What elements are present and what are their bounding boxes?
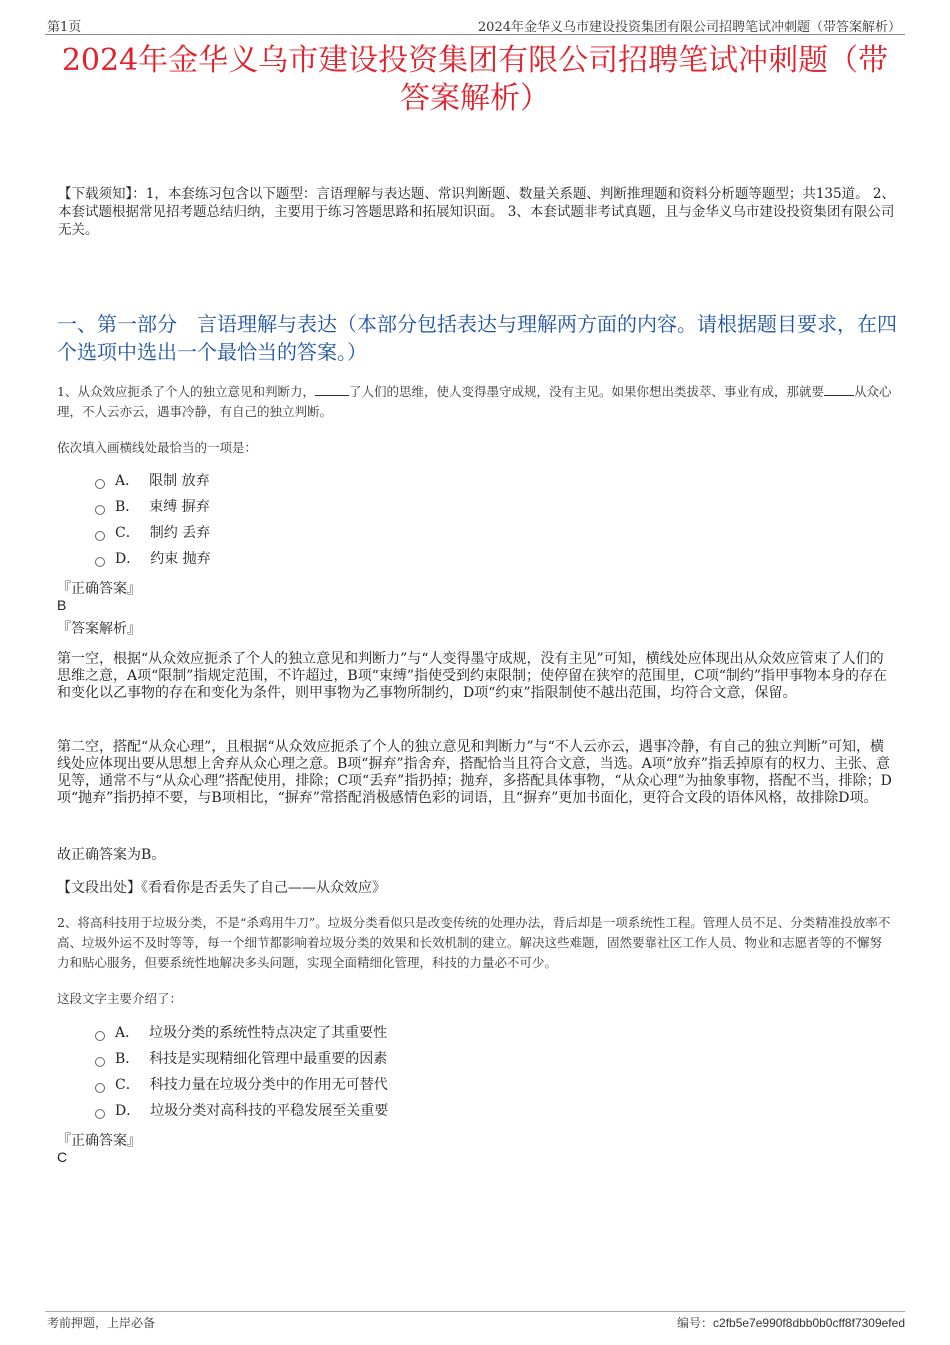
q1-option-d[interactable] <box>95 546 211 572</box>
q1-stem-part-c: 从众心理，不人云亦云，遇事冷静，有自己的独立判断。 <box>57 384 892 419</box>
q2-option-b[interactable] <box>95 1046 388 1072</box>
q1-answer: B <box>57 597 67 613</box>
q1-answer-label: 『正确答案』 <box>57 581 141 597</box>
question-1-stem <box>57 382 892 422</box>
section-heading: 一、第一部分 言语理解与表达（本部分包括表达与理解两方面的内容。请根据题目要求，在四个选项中选出一个最恰当的答案。） <box>57 312 897 364</box>
q1-option-b[interactable] <box>95 494 211 520</box>
option-letter: C． <box>115 1077 140 1093</box>
q1-stem-part-a: 1、从众效应扼杀了个人的独立意见和判断力， <box>57 384 315 399</box>
title-line-1: 2024年金华义乌市建设投资集团有限公司招聘笔试冲刺题（带 <box>61 43 889 78</box>
option-text: 垃圾分类对高科技的平稳发展至关重要 <box>150 1103 389 1119</box>
q1-option-a[interactable] <box>95 468 211 494</box>
option-text: 制约 丢弃 <box>149 525 211 541</box>
radio-icon[interactable] <box>95 505 105 515</box>
q1-analysis-label: 『答案解析』 <box>57 621 141 637</box>
q1-options <box>95 468 211 572</box>
doc-id-label: 编号： <box>677 1316 714 1330</box>
q1-blank-2 <box>824 383 854 396</box>
q2-prompt: 这段文字主要介绍了： <box>57 991 183 1006</box>
download-notice: 【下载须知】：1，本套练习包含以下题型：言语理解与表达题、常识判断题、数量关系题、判断推理题和资料分析题等题型；共135道。 2、本套试题根据常见招考题总结归纳，主要用于练习答题思路和拓展知识面。 3、本套试题非考试真题，且与金华义乌市建设投资集团有限公司无关。 <box>58 186 895 238</box>
doc-id-code: c2fb5e7e990f8dbb0b0cff8f7309efed <box>713 1316 905 1330</box>
radio-icon[interactable] <box>95 557 105 567</box>
radio-icon[interactable] <box>95 1083 105 1093</box>
footer-doc-id <box>677 1314 905 1331</box>
q1-analysis-conclusion: 故正确答案为B。 <box>57 847 166 863</box>
question-2-stem: 2、将高科技用于垃圾分类，不是“杀鸡用牛刀”。垃圾分类看似只是改变传统的处理办法，背后却是一项系统性工程。管理人员不足、分类精准投放率不高、垃圾外运不及时等等，每一个细节都影响着垃圾分类的效果和长效机制的建立。解决这些难题，固然要靠社区工作人员、物业和志愿者等的不懈努力和贴心服务，但要系统性地解决多头问题，实现全面精细化管理，科技的力量必不可少。 <box>57 915 891 970</box>
radio-icon[interactable] <box>95 1057 105 1067</box>
q2-options <box>95 1020 388 1124</box>
q2-answer-label: 『正确答案』 <box>57 1133 141 1149</box>
radio-icon[interactable] <box>95 479 105 489</box>
option-letter: A． <box>115 473 140 489</box>
option-text: 束缚 摒弃 <box>149 499 210 515</box>
q1-source: 【文段出处】《看看你是否丢失了自己——从众效应》 <box>57 880 386 896</box>
page-header <box>45 14 905 35</box>
option-letter: B． <box>115 499 140 515</box>
document-title <box>40 42 910 118</box>
radio-icon[interactable] <box>95 1109 105 1119</box>
option-text: 垃圾分类的系统性特点决定了其重要性 <box>149 1025 388 1041</box>
q1-blank-1 <box>315 383 349 396</box>
q2-answer: C <box>57 1149 68 1165</box>
option-letter: D． <box>115 551 141 567</box>
option-text: 限制 放弃 <box>149 473 210 489</box>
radio-icon[interactable] <box>95 531 105 541</box>
radio-icon[interactable] <box>95 1031 105 1041</box>
q1-analysis-paragraph-2: 第二空，搭配“从众心理”，且根据“从众效应扼杀了个人的独立意见和判断力”与“不人云亦云，遇事冷静，有自己的独立判断”可知，横线处应体现出要从思想上舍弃从众心理之意。B项“摒弃”指舍弃，搭配恰当且符合文意，当选。A项“放弃”指丢掉原有的权力、主张、意见等，通常不与“从众心理”搭配使用，排除；C项“丢弃”指扔掉；抛弃，多搭配具体事物，“从众心理”为抽象事物，搭配不当，排除；D项“抛弃”指扔掉不要，与B项相比，“摒弃”常搭配消极感情色彩的词语，且“摒弃”更加书面化，更符合文段的语体风格，故排除D项。 <box>57 739 892 806</box>
q1-stem-part-b: 了人们的思维，使人变得墨守成规，没有主见。如果你想出类拔萃、事业有成，那就要 <box>348 384 824 399</box>
option-text: 约束 抛弃 <box>150 551 211 567</box>
q1-option-c[interactable] <box>95 520 211 546</box>
q1-prompt: 依次填入画横线处最恰当的一项是： <box>57 440 258 455</box>
q2-option-d[interactable] <box>95 1098 388 1124</box>
option-letter: C． <box>115 525 140 541</box>
page-number: 第1页 <box>47 20 82 35</box>
title-line-2: 答案解析） <box>400 81 550 116</box>
footer-slogan: 考前押题，上岸必备 <box>47 1316 156 1330</box>
footer-divider <box>45 1311 905 1312</box>
option-text: 科技是实现精细化管理中最重要的因素 <box>149 1051 388 1067</box>
option-letter: D． <box>115 1103 141 1119</box>
q2-option-a[interactable] <box>95 1020 388 1046</box>
option-text: 科技力量在垃圾分类中的作用无可替代 <box>149 1077 388 1093</box>
option-letter: B． <box>115 1051 140 1067</box>
option-letter: A． <box>115 1025 140 1041</box>
header-doc-title: 2024年金华义乌市建设投资集团有限公司招聘笔试冲刺题（带答案解析） <box>477 20 901 35</box>
q2-option-c[interactable] <box>95 1072 388 1098</box>
q1-analysis-paragraph-1: 第一空，根据“从众效应扼杀了个人的独立意见和判断力”与“人变得墨守成规，没有主见”可知，横线处应体现出从众效应管束了人们的思维之意，A项“限制”指规定范围，不许超过，B项“束缚”指使受到约束限制；使停留在狭窄的范围里，C项“制约”指甲事物本身的存在和变化以乙事物的存在和变化为条件，则甲事物为乙事物所制约，D项“约束”指限制使不越出范围，均符合文意，保留。 <box>57 651 888 701</box>
